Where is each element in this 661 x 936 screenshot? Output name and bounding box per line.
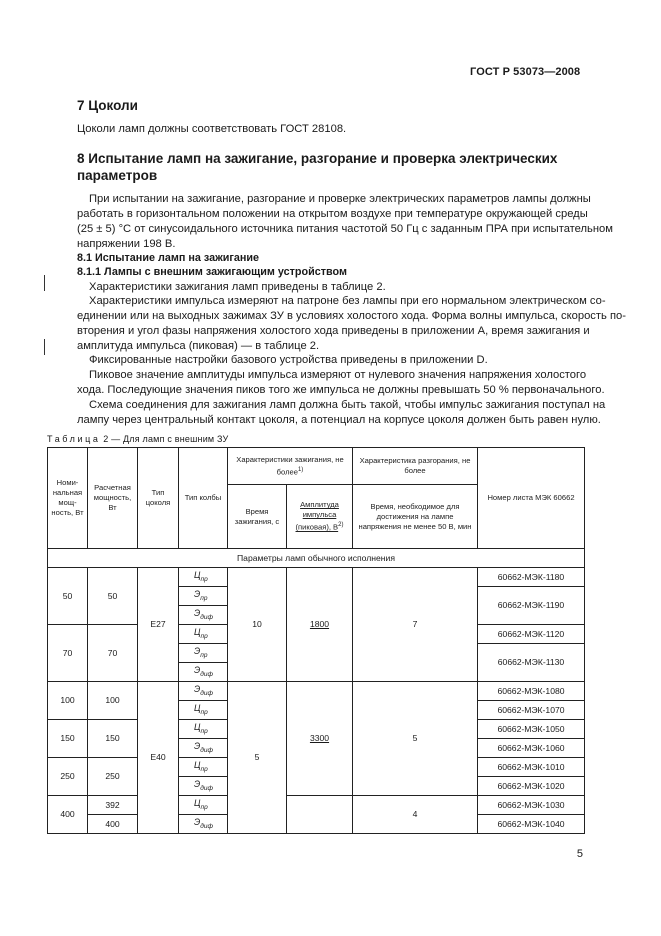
paragraph-line: единении или на выходных зажимах ЗУ в условиях холостого хода. Форма волны импульса, скорость по- [77,310,626,322]
header-bulb-type: Тип колбы [179,448,228,549]
bulb-type: $Ц_{пр}$ [179,568,228,587]
bulb-type: $Ц_{пр}$ [179,796,228,815]
bulb-type: $Э_{диф}$ [179,682,228,701]
document-id: ГОСТ Р 53073—2008 [470,66,581,78]
table-caption-word: Таблица [47,434,101,444]
bulb-type: $Ц_{пр}$ [179,625,228,644]
nominal-power: 70 [48,625,88,682]
nominal-power: 250 [48,758,88,796]
sheet-number: 60662-МЭК-1020 [478,777,585,796]
header-ignition-group: Характеристики зажигания, не более$^{1)}$ [228,448,353,485]
sheet-number: 60662-МЭК-1050 [478,720,585,739]
bulb-type: $Ц_{пр}$ [179,720,228,739]
bulb-type: $Э_{пр}$ [179,644,228,663]
bulb-type: $Э_{диф}$ [179,777,228,796]
table-caption-text: 2 — Для ламп с внешним ЗУ [100,434,229,444]
paragraph-line: вторения и угол фазы напряжения холостого хода приведены в приложении А, время зажигания и [77,325,590,337]
change-bar [44,339,45,355]
nominal-power: 400 [48,796,88,834]
section-8-intro-line: (25 ± 5) °С от синусоидального источника питания частотой 50 Гц с заданным ПРА при испытательном [77,223,613,235]
paragraph-line: Пиковое значение амплитуды импульса измеряют от нулевого значения напряжения холостого [89,369,587,381]
sheet-number: 60662-МЭК-1030 [478,796,585,815]
table-caption [47,434,228,444]
rated-power: 400 [88,815,138,834]
header-runup-group: Характеристика разгорания, не более [353,448,478,485]
sheet-number: 60662-МЭК-1080 [478,682,585,701]
ignition-time: 5 [228,682,287,834]
header-cap-type: Тип цоколя [138,448,179,549]
pulse-amplitude: 1800 [287,568,353,682]
cap-type: E27 [138,568,179,682]
bulb-type: $Ц_{пр}$ [179,758,228,777]
nominal-power: 100 [48,682,88,720]
header-sheet-number: Номер листа МЭК 60662 [478,448,585,549]
paragraph-line: амплитуда импульса (пиковая) — в таблице 2. [77,340,320,352]
rated-power: 50 [88,568,138,625]
pulse-amplitude: 3300 [287,682,353,796]
section-8-1-1-title: 8.1.1 Лампы с внешним зажигающим устройством [77,266,347,278]
ignition-time: 10 [228,568,287,682]
runup-time: 7 [353,568,478,682]
bulb-type: $Э_{пр}$ [179,587,228,606]
change-bar [44,275,45,291]
bulb-type: $Э_{диф}$ [179,606,228,625]
paragraph-line: хода. Последующие значения пиков того же импульса не должны превышать 50 % первоначального. [77,384,605,396]
header-rated-power: Расчетная мощность, Вт [88,448,138,549]
paragraph-line: лампу через центральный контакт цоколя, а потенциал на корпусе цоколя должен быть равен нулю. [77,414,601,426]
sheet-number: 60662-МЭК-1040 [478,815,585,834]
section-8-intro-line: При испытании на зажигание, разгорание и проверке электрических параметров лампы должны [89,193,591,205]
header-nominal-power: Номи-нальная мощ-ность, Вт [48,448,88,549]
section-8-1-title: 8.1 Испытание ламп на зажигание [77,252,260,264]
section-8-title-line1: 8 Испытание ламп на зажигание, разгорание и проверка электрических [77,151,558,166]
section-7-title: 7 Цоколи [77,98,138,113]
bulb-type: $Э_{диф}$ [179,739,228,758]
bulb-type: $Ц_{пр}$ [179,701,228,720]
cap-type: E40 [138,682,179,834]
runup-time: 4 [353,796,478,834]
section-7-text: Цоколи ламп должны соответствовать ГОСТ 28108. [77,123,347,135]
group-row: Параметры ламп обычного исполнения [48,549,585,568]
header-pulse-amplitude: Амплитуда импульса (пиковая), $В^{2)}$ [287,485,353,549]
sheet-number: 60662-МЭК-1010 [478,758,585,777]
bulb-type: $Э_{диф}$ [179,815,228,834]
runup-time: 5 [353,682,478,796]
paragraph-line: Характеристики зажигания ламп приведены в таблице 2. [89,281,386,293]
paragraph-line: Фиксированные настройки базового устройства приведены в приложении D. [89,354,488,366]
rated-power: 150 [88,720,138,758]
section-8-title-line2: параметров [77,168,158,183]
sheet-number: 60662-МЭК-1180 [478,568,585,587]
nominal-power: 50 [48,568,88,625]
header-runup-time: Время, необходимое для достижения на лампе напряжения не менее 50 В, мин [353,485,478,549]
rated-power: 250 [88,758,138,796]
header-ignition-time: Время зажигания, с [228,485,287,549]
section-8-intro-line: напряжении 198 В. [77,238,176,250]
rated-power: 100 [88,682,138,720]
page-number: 5 [576,848,583,860]
paragraph-line: Схема соединения для зажигания ламп должна быть такой, чтобы импульс зажигания поступал на [89,399,606,411]
paragraph-line: Характеристики импульса измеряют на патроне без лампы при его нормальном электрическом со- [89,295,606,307]
sheet-number: 60662-МЭК-1190 [478,587,585,625]
rated-power: 392 [88,796,138,815]
sheet-number: 60662-МЭК-1120 [478,625,585,644]
sheet-number: 60662-МЭК-1070 [478,701,585,720]
rated-power: 70 [88,625,138,682]
sheet-number: 60662-МЭК-1130 [478,644,585,682]
bulb-type: $Э_{диф}$ [179,663,228,682]
nominal-power: 150 [48,720,88,758]
section-8-intro-line: работать в горизонтальном положении на открытом воздухе при температуре окружающей среды [77,208,588,220]
ignition-table [47,447,585,834]
sheet-number: 60662-МЭК-1060 [478,739,585,758]
